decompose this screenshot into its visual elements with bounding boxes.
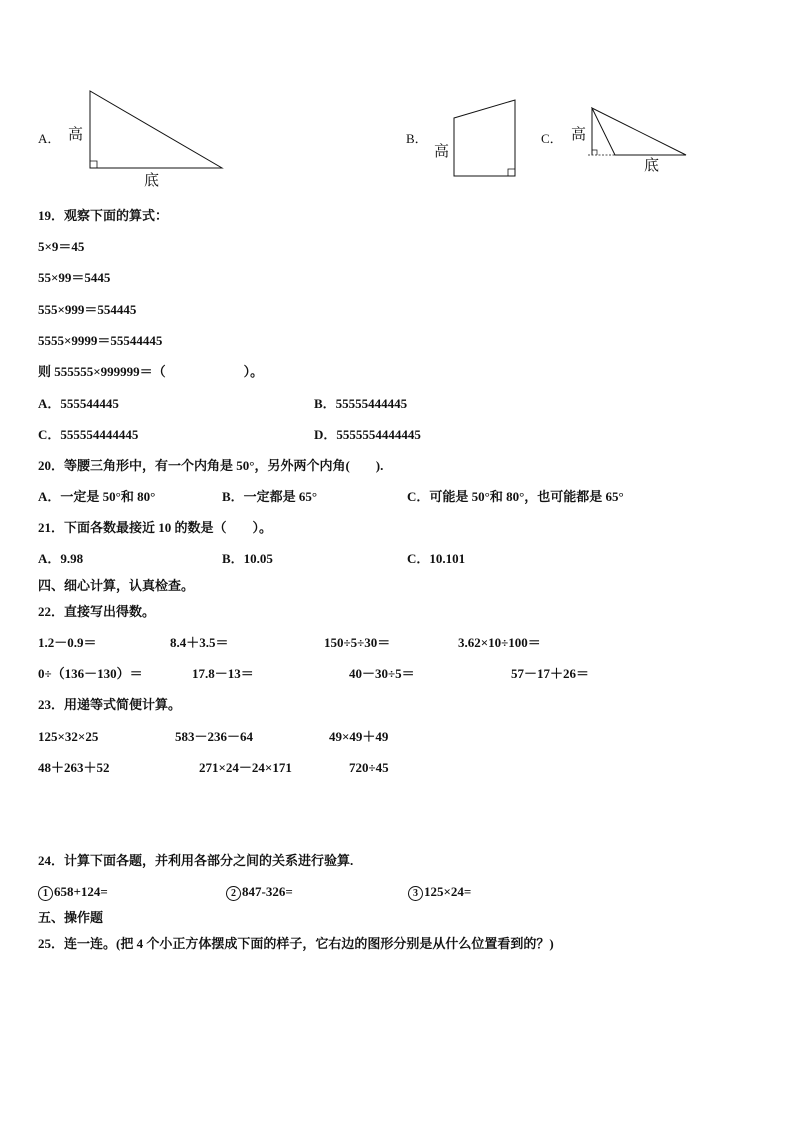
q23-expression: 49×49＋49	[329, 729, 389, 744]
q25-title: 25．连一连。(把 4 个小正方体摆成下面的样子，它右边的图形分别是从什么位置看到的？)	[38, 936, 554, 951]
circled-number: 2	[226, 886, 241, 901]
q23-title: 23．用递等式简便计算。	[38, 697, 182, 712]
q22-expression: 57－17＋26＝	[511, 666, 590, 681]
q19-option-c[interactable]: C．555554444445	[38, 427, 139, 442]
q19-option-a[interactable]: A．555544445	[38, 396, 119, 411]
q23-expression: 125×32×25	[38, 729, 99, 744]
q22-expression: 1.2－0.9＝	[38, 635, 97, 650]
q19-question: 则 555555×999999＝（ ）。	[38, 364, 264, 379]
figure-a-height-label: 高	[68, 125, 84, 143]
q24-item-2	[226, 884, 293, 901]
figure-a-base-label: 底	[144, 171, 160, 189]
q21-option-c[interactable]: C．10.101	[407, 551, 466, 566]
q24-item-3	[408, 884, 471, 901]
q20-option-a[interactable]: A．一定是 50°和 80°	[38, 489, 156, 504]
q19-line: 55×99＝5445	[38, 270, 111, 285]
q23-expression: 720÷45	[349, 760, 389, 775]
q24-title: 24．计算下面各题，并利用各部分之间的关系进行验算.	[38, 853, 354, 868]
q23-expression: 583－236－64	[175, 729, 254, 744]
q22-expression: 17.8－13＝	[192, 666, 254, 681]
q22-expression: 0÷（136－130）＝	[38, 666, 143, 681]
q20-title: 20．等腰三角形中，有一个内角是 50°，另外两个内角( ).	[38, 458, 384, 473]
q24-item-expression: 125×24=	[424, 884, 472, 899]
section-4-heading: 四、细心计算，认真检查。	[38, 578, 195, 593]
section-5-heading: 五、操作题	[38, 910, 104, 925]
circled-number: 1	[38, 886, 53, 901]
q21-option-b[interactable]: B．10.05	[222, 551, 273, 566]
q23-expression: 48＋263＋52	[38, 760, 110, 775]
figure-c-base-label: 底	[644, 156, 660, 174]
q24-item-expression: 658+124=	[54, 884, 108, 899]
q19-line: 555×999＝554445	[38, 302, 137, 317]
figure-a-label: A．	[38, 131, 61, 146]
figure-c-label: C．	[541, 131, 563, 146]
q19-line: 5×9＝45	[38, 239, 85, 254]
q22-expression: 3.62×10÷100＝	[458, 635, 541, 650]
figure-c-obtuse-triangle	[0, 0, 794, 200]
q19-option-d[interactable]: D．5555554444445	[314, 427, 421, 442]
figure-c-height-label: 高	[571, 125, 587, 143]
q19-line: 5555×9999＝55544445	[38, 333, 163, 348]
figure-b-label: B．	[406, 131, 428, 146]
q22-expression: 8.4＋3.5＝	[170, 635, 229, 650]
q22-expression: 40－30÷5＝	[349, 666, 415, 681]
q20-option-c[interactable]: C．可能是 50°和 80°，也可能都是 65°	[407, 489, 624, 504]
circled-number: 3	[408, 886, 423, 901]
q19-title: 19．观察下面的算式：	[38, 208, 169, 223]
q22-title: 22．直接写出得数。	[38, 604, 156, 619]
q19-option-b[interactable]: B．55555444445	[314, 396, 408, 411]
q21-option-a[interactable]: A．9.98	[38, 551, 84, 566]
q22-expression: 150÷5÷30＝	[324, 635, 391, 650]
q24-item-expression: 847-326=	[242, 884, 293, 899]
q24-item-1	[38, 884, 108, 901]
figure-b-height-label: 高	[434, 142, 450, 160]
q20-option-b[interactable]: B．一定都是 65°	[222, 489, 318, 504]
q21-title: 21．下面各数最接近 10 的数是（ ）。	[38, 520, 273, 535]
q23-expression: 271×24－24×171	[199, 760, 292, 775]
